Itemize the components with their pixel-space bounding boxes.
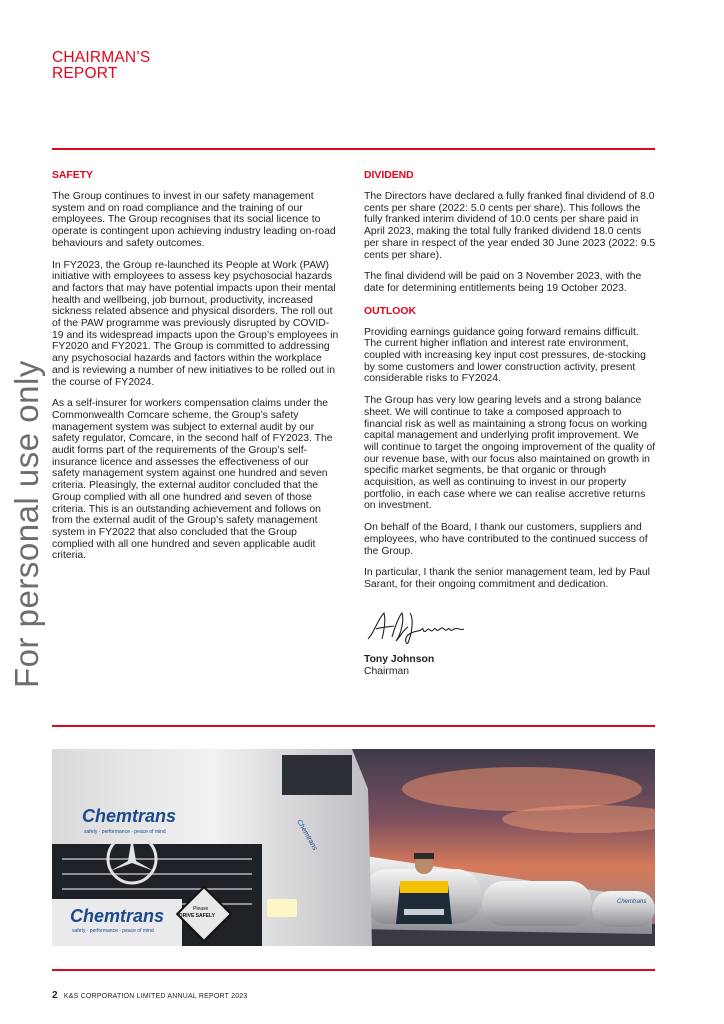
safety-paragraph: As a self-insurer for workers compensation claims under the Commonwealth Comcare scheme, the Group’s safety management system was subject to external audit by our safety regulator, Comcare, in the second half of FY2023. The audit forms part of the requirements of the Group’s self-insurance licence and assesses the effectiveness of our safety management system against one hundred and seven criteria. Pleasingly, the external auditor concluded that the Group complied with all one hundred and seven of those criteria. This is an outstanding achievement and follows on from the external audit of the Group’s safety management system in FY2022 that also concluded that the Group complied with all one hundred and seven applicable audit criteria. (52, 398, 333, 562)
signer-role: Chairman (364, 666, 410, 678)
page-number: 2 (52, 990, 58, 1001)
cab-door-text: Chemtrans (295, 818, 319, 852)
outlook-paragraph: The Group has very low gearing levels and a strong balance sheet. We will continue to take a composed approach to financial risk as well as maintaining a strong focus on working capital management and underlying profit improvement. We will continue to target the ongoing improvement of the quality of our revenue base, with our focus also maintained on growth in specific market segments, be that organic or through acquisition, as well as continuing to invest in our property portfolio, in each case where we can realise accretive returns on investment. (364, 395, 656, 512)
left-column (52, 170, 339, 572)
watermark-text: For personal use only (8, 360, 45, 688)
dividend-paragraph: The final dividend will be paid on 3 November 2023, with the date for determining entitlements being 19 October 2023. (364, 271, 642, 294)
footer-divider (52, 969, 655, 971)
top-divider (52, 148, 655, 150)
page-title-line1: CHAIRMAN’S (52, 49, 151, 66)
safety-heading: SAFETY (52, 170, 93, 181)
truck-photo (52, 749, 655, 946)
brand-tagline-bottom: safety · performance · peace of mind (72, 928, 154, 934)
outlook-paragraph: On behalf of the Board, I thank our customers, suppliers and employees, who have contributed to the continued success of the Group. (364, 522, 648, 557)
safety-paragraph: The Group continues to invest in our safety management system and on road compliance and the training of our employees. The Group recognises that its social licence to operate is contingent upon achieving industry leading on-road behaviours and safety outcomes. (52, 191, 336, 249)
outlook-paragraph: In particular, I thank the senior management team, led by Paul Sarant, for their ongoing commitment and dedication. (364, 567, 650, 590)
outlook-paragraph: Providing earnings guidance going forward remains difficult. The current higher inflation and interest rate environment, coupled with increasing key input cost pressures, de-stocking by some customers and lower construction activity, present considerable risks to FY2024. (364, 326, 646, 385)
dividend-paragraph: The Directors have declared a fully franked final dividend of 8.0 cents per share (2022: 5.0 cents per share). This follows the fully franked interim dividend of 10.0 cents per share paid in April 2023, making the total fully franked dividend 18.0 cents per share in respect of the year ended 30 June 2023 (2022: 9.5 cents per share). (364, 191, 656, 261)
dividend-heading: DIVIDEND (364, 170, 414, 181)
footer-text: K&S CORPORATION LIMITED ANNUAL REPORT 2023 (63, 993, 248, 1000)
safety-paragraph: In FY2023, the Group re-launched its People at Work (PAW) initiative with employees to assess key psychosocial hazards and factors that may have potential impacts upon their mental health and wellbeing, job burnout, productivity, increased sickness related absence and physical disorders. The roll out of the PAW programme was previously disrupted by COVID-19 and its widespread impacts upon the Group’s employees in FY2020 and FY2021. The Group is committed to addressing any psychosocial hazards and factors within the workplace and is reviewing a number of new initiatives to be rolled out in the course of FY2024. (52, 259, 339, 388)
brand-logo-top: Chemtrans (82, 806, 177, 826)
sign-text-drive-safely: DRIVE SAFELY (179, 913, 215, 919)
sign-text-please: Please (193, 906, 209, 912)
signer-name: Tony Johnson (364, 654, 435, 666)
page-title (52, 50, 150, 82)
right-column (364, 170, 656, 678)
brand-logo-bottom: Chemtrans (70, 906, 165, 926)
signature-image (364, 609, 474, 645)
brand-tagline-top: safety · performance · peace of mind (84, 829, 166, 835)
photo-top-divider (52, 725, 655, 727)
tanker-text: Chemtrans (617, 899, 647, 905)
page-footer (52, 990, 248, 1001)
page-title-line2: REPORT (52, 65, 118, 82)
outlook-heading: OUTLOOK (364, 305, 416, 317)
